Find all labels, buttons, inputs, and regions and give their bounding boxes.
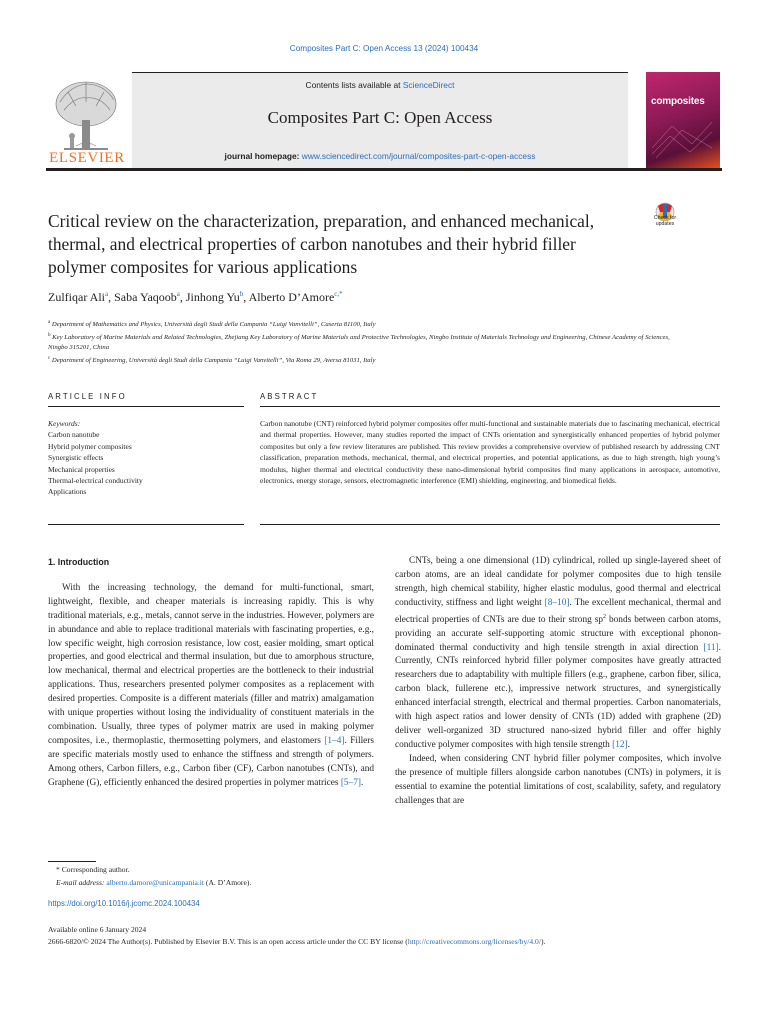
- keyword-item: Carbon nanotube: [48, 430, 100, 440]
- journal-title: Composites Part C: Open Access: [267, 108, 493, 127]
- abstract-bottom-rule: [260, 524, 720, 525]
- keyword-item: Applications: [48, 487, 87, 497]
- affiliations: [48, 318, 688, 367]
- abstract-heading: ABSTRACT: [260, 392, 319, 401]
- check-for-updates-label[interactable]: Check for updates: [653, 215, 677, 227]
- author-3[interactable]: Jinhong Yu$^b$,: [185, 290, 249, 304]
- affiliation-a: $^a$ Department of Mathematics and Physics, Università degli Studi della Campania “Luigi Vanvitelli”, Caserta 81100, Italy: [48, 320, 376, 329]
- keyword-item: Thermal-electrical conductivity: [48, 476, 143, 486]
- citation-link[interactable]: [8–10]: [544, 597, 570, 608]
- citation-link[interactable]: [1–4]: [324, 735, 345, 746]
- affiliation-c: $^c$ Department of Engineering, Università degli Studi della Campania “Luigi Vanvitelli”, Via Roma 29, Aversa 81031, Italy: [48, 355, 376, 365]
- homepage-prefix: journal homepage:: [224, 151, 302, 161]
- keywords-heading: Keywords:: [48, 419, 81, 428]
- body-column-right: [395, 555, 721, 808]
- keyword-item: Mechanical properties: [48, 464, 115, 474]
- cover-title: composites: [651, 96, 705, 107]
- corresponding-author-note: * Corresponding author.: [56, 865, 130, 874]
- article-info-heading: ARTICLE INFO: [48, 392, 127, 401]
- author-1[interactable]: Zulfiqar Ali$^a$,: [48, 290, 115, 304]
- affiliation-b: $^b$ Key Laboratory of Marine Materials and Related Technologies, Zhejiang Key Laboratory of Marine Materials and Protective Technologies, Ningbo Institute of Materials Technology and Engineering, Chinese Academy of Sciences, Ningbo 315201, China: [48, 332, 670, 352]
- journal-reference[interactable]: Composites Part C: Open Access 13 (2024) 100434: [289, 44, 479, 53]
- citation-link[interactable]: [5–7]: [340, 777, 361, 788]
- citation-link[interactable]: [11]: [703, 642, 719, 653]
- available-online-date: Available online 6 January 2024: [48, 925, 147, 934]
- abstract-text: Carbon nanotube (CNT) reinforced hybrid polymer composites offer multi-functional and sustainable materials due to fascinating mechanical, electrical and thermal properties. However, many studies reported the impact of CNTs orientation and synergistically enhanced properties of hybrid polymer composites but only a few review literatures are published. This review provides a comprehensive overview of published research by addressing CNT classification, preparation methods, mechanical, thermal, and electrical properties, and potential applications, as due to high strength, high young’s modulus, higher thermal and electrical conductivity these nano-dimensional hybrid composites find many applications in aerospace, automotive, electronics, energy storage, sensors, electromagnetic interference (EMI) shielding, engineering, and biomedical fields.: [260, 419, 720, 486]
- citation-link[interactable]: [12]: [612, 739, 628, 750]
- author-2[interactable]: Saba Yaqoob$^a$,: [114, 290, 186, 304]
- author-4[interactable]: Alberto D’Amore$^{c,*}$: [248, 290, 343, 304]
- keywords-block: [48, 418, 244, 498]
- section-heading-introduction: 1. Introduction: [48, 557, 110, 567]
- contents-line: [132, 80, 628, 90]
- license-line: 2666-6820/© 2024 The Author(s). Published by Elsevier B.V. This is an open access article under the CC BY license (http://creativecommons.org/licenses/by/4.0/).: [48, 937, 546, 947]
- body-paragraph: Indeed, when considering CNT hybrid filler polymer composites, which involve the presence of multiple fillers alongside carbon nanotubes (CNTs) in polymers, it is essential to examine the potential limitations of cost, scalability, safety, and regulatory challenges that are: [395, 753, 721, 806]
- keyword-item: Synergistic effects: [48, 453, 104, 463]
- email-link[interactable]: alberto.damore@unicampania.it: [106, 877, 205, 887]
- footnote: [56, 864, 456, 890]
- cover-graphic: [652, 118, 712, 158]
- author-list: [48, 290, 648, 305]
- body-paragraph: CNTs, being a one dimensional (1D) cylindrical, rolled up single-layered sheet of carbon atoms, are an ideal candidate for polymer composites due to high tensile strength, high chemical stability, higher elastic modulus, good thermal and electrical conductivity, stiffness and light weight [8–10]. The excellent mechanical, thermal and electrical properties of CNTs are due to their strong $sp^2$ bonds between carbon atoms, providing an accurate self-supporting atomic structure with exceptional phonon-dominated thermal conductivity and high tensile strength in axial direction [11]. Currently, CNTs reinforced hybrid filler polymer composites have greatly attracted researchers due to adaptability with multiple fillers (e.g., graphene, carbon fiber, silica, carbon black, fullerene etc.), impressive network structures, and synergistically enhanced interfacial strength, electrical and thermal properties. Carbon nanomaterials, with high aspect ratios and lower density of CNTs (1D) added with graphene (2D) deliver well-organized 3D structured nano-sized hybrid filler and offer highly conductive polymer composites with high tensile strength [12].: [395, 556, 721, 750]
- license-link[interactable]: http://creativecommons.org/licenses/by/4.0/: [407, 937, 541, 947]
- paper-title: Critical review on the characterization, preparation, and enhanced mechanical, thermal, and electrical properties of carbon nanotubes and their hybrid filler polymer composites for various applications: [48, 211, 595, 277]
- keywords-bottom-rule: [48, 524, 244, 525]
- sciencedirect-link[interactable]: ScienceDirect: [402, 80, 455, 90]
- footnote-rule: [48, 861, 96, 862]
- article-info-rule: [48, 406, 244, 407]
- keyword-item: Hybrid polymer composites: [48, 441, 132, 451]
- journal-cover-image[interactable]: [646, 72, 720, 168]
- email-line: E-mail address: alberto.damore@unicampania.it (A. D’Amore).: [56, 877, 252, 887]
- body-paragraph: With the increasing technology, the demand for multi-functional, smart, lightweight, flexible, and cheaper materials is increasing rapidly. This is why traditional materials, e.g., metals, cannot serve in the industries. However, polymers are in abundance and able to replace traditional materials with fascinating properties, e.g., low specific weight, high corrosion resistance, low cost, easier molding, smart optical properties, and good electrical and thermal insulation, but due to amorphous structure, low mechanical, thermal and electrical properties are the bottleneck to their industrial applications. Thus, researchers presented polymer composites as a replacement with desired properties. Composite is a different materials (filler and matrix) amalgamation with unique properties without losing the individuality of constituent materials in the combination. Usually, three types of polymer matrix are used in making polymer composites, i.e., thermoplastic, thermosetting polymers, and elastomers [1–4]. Fillers are specific materials mostly used to enhance the stiffness and strength of polymers. Among others, Carbon fillers, e.g., Carbon fiber (CF), Carbon nanotubes (CNTs), and Graphene (G), efficiently enhanced the desired properties in polymer matrices [5–7].: [48, 582, 374, 788]
- availability-block: [48, 924, 728, 948]
- homepage-link[interactable]: www.sciencedirect.com/journal/composites-part-c-open-access: [301, 151, 536, 161]
- contents-prefix: Contents lists available at: [305, 80, 403, 90]
- body-column-left: [48, 555, 374, 791]
- doi-link[interactable]: https://doi.org/10.1016/j.jcomc.2024.100434: [48, 899, 200, 908]
- header-rule: [46, 168, 722, 171]
- abstract-rule: [260, 406, 720, 407]
- homepage-line: [132, 151, 628, 161]
- elsevier-wordmark: ELSEVIER: [49, 150, 125, 166]
